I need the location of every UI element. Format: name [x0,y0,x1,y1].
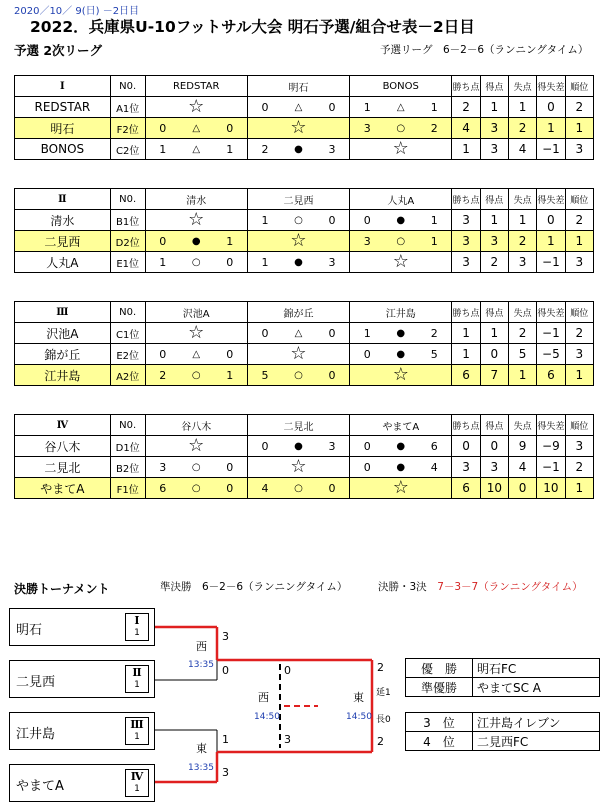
stat-header: 得点 [480,415,508,436]
stat-goal-diff: 6 [537,365,565,386]
stat-header: 勝ち点 [452,415,480,436]
result-rank: 準優勝 [406,678,473,697]
score-for: 0 [145,118,180,139]
stat-goals-against: 0 [508,478,536,499]
stat-points: 0 [452,436,480,457]
score-for: 5 [247,365,282,386]
stat-goal-diff: −1 [537,252,565,273]
stat-goals-against: 3 [508,252,536,273]
result-mark: ● [180,231,213,252]
stat-header: 得点 [480,302,508,323]
stat-header: 失点 [508,415,536,436]
score-for: 1 [350,323,385,344]
stat-goals-against: 1 [508,97,536,118]
stat-goals-against: 1 [508,210,536,231]
stat-rank: 1 [565,231,593,252]
result-mark: ○ [282,478,315,499]
final-score-top: 2 [377,661,384,674]
stat-header: 失点 [508,189,536,210]
stat-header: 勝ち点 [452,189,480,210]
opponent-header: 明石 [247,76,349,97]
team-seed: D1位 [110,436,145,457]
stage-subtitle: 予選 2次リーグ [14,43,103,58]
self-match-star: ☆ [350,252,452,273]
stat-goals-for: 1 [480,97,508,118]
result-mark: ● [282,139,315,160]
score-against: 1 [213,231,248,252]
final-time: 14:50 [346,712,372,722]
result-mark: ○ [180,457,213,478]
score-for: 0 [247,97,282,118]
score-for: 1 [350,97,385,118]
result-mark: △ [282,97,315,118]
no-header: N0. [110,302,145,323]
team-name: 二見北 [15,457,111,478]
entry-group: Ⅲ [130,718,144,731]
result-mark: △ [180,118,213,139]
result-mark: ○ [384,118,417,139]
score-against: 6 [417,436,452,457]
result-row [406,732,600,751]
score-against: 0 [315,97,350,118]
stat-rank: 2 [565,97,593,118]
group-roman: Ⅱ [15,189,111,210]
stat-rank: 3 [565,344,593,365]
score-for: 0 [350,344,385,365]
entry-team-name: やまてA [16,779,64,794]
stat-points: 3 [452,457,480,478]
team-seed: D2位 [110,231,145,252]
stat-goal-diff: 0 [537,97,565,118]
team-name: 錦が丘 [15,344,111,365]
stat-header: 失点 [508,302,536,323]
result-mark: ○ [180,478,213,499]
team-name: REDSTAR [15,97,111,118]
result-rank: 4 位 [406,732,473,751]
score-against: 2 [417,118,452,139]
result-mark: ○ [282,365,315,386]
team-name: 江井島 [15,365,111,386]
entry-place: 1 [134,628,140,638]
stat-rank: 2 [565,457,593,478]
semi2-court: 東 [196,742,207,755]
result-mark: △ [180,344,213,365]
entry-group: Ⅱ [132,666,142,679]
team-seed: B2位 [110,457,145,478]
team-seed: A1位 [110,97,145,118]
stat-goal-diff: −1 [537,457,565,478]
final-extra-time: 延1 [376,688,391,698]
score-for: 0 [247,323,282,344]
self-match-star: ☆ [145,436,247,457]
page-title: 2022．兵庫県U-10フットサル大会 明石予選/組合せ表－2日目 [30,18,475,36]
opponent-header: 二見西 [247,189,349,210]
stat-rank: 3 [565,139,593,160]
team-name: 明石 [15,118,111,139]
final-penalty: 長0 [376,715,391,725]
team-seed: F1位 [110,478,145,499]
stat-rank: 1 [565,478,593,499]
stat-points: 6 [452,478,480,499]
stat-goals-for: 2 [480,252,508,273]
team-seed: C2位 [110,139,145,160]
team-seed: A2位 [110,365,145,386]
stat-header: 得失差 [537,189,565,210]
stat-header: 得点 [480,189,508,210]
third-score-top: 0 [284,664,291,677]
score-for: 4 [247,478,282,499]
stat-rank: 2 [565,323,593,344]
stat-points: 3 [452,210,480,231]
third-time: 14:50 [254,712,280,722]
team-name: BONOS [15,139,111,160]
score-against: 5 [417,344,452,365]
entry-place: 1 [134,784,140,794]
self-match-star: ☆ [350,139,452,160]
stat-goals-against: 2 [508,231,536,252]
result-mark: ● [384,457,417,478]
result-row [406,713,600,732]
stat-header: 勝ち点 [452,302,480,323]
final-time-format: 7－3－7（ランニングタイム） [437,581,583,593]
stat-goals-for: 3 [480,457,508,478]
stat-rank: 3 [565,252,593,273]
score-for: 3 [350,231,385,252]
stat-header: 得失差 [537,415,565,436]
result-row [406,678,600,697]
result-mark: ● [384,436,417,457]
stat-rank: 3 [565,436,593,457]
result-mark: ● [282,436,315,457]
stat-goals-for: 0 [480,344,508,365]
stat-rank: 1 [565,365,593,386]
self-match-star: ☆ [247,344,349,365]
stat-goals-for: 0 [480,436,508,457]
result-team: 江井島イレブン [473,713,600,732]
final-results [405,658,600,697]
score-for: 0 [350,457,385,478]
stat-goals-for: 1 [480,210,508,231]
stat-points: 2 [452,97,480,118]
stat-goals-for: 3 [480,139,508,160]
stat-goals-for: 1 [480,323,508,344]
result-mark: ○ [282,210,315,231]
score-against: 0 [213,344,248,365]
score-against: 3 [315,139,350,160]
score-for: 0 [350,436,385,457]
result-mark: ● [384,210,417,231]
no-header: N0. [110,415,145,436]
result-mark: △ [180,139,213,160]
score-against: 0 [315,323,350,344]
result-mark: △ [282,323,315,344]
stat-goals-against: 9 [508,436,536,457]
stat-points: 6 [452,365,480,386]
stat-header: 得失差 [537,76,565,97]
stat-rank: 1 [565,118,593,139]
stat-goal-diff: 1 [537,118,565,139]
stat-points: 3 [452,252,480,273]
result-team: やまてSC A [473,678,600,697]
team-name: 人丸A [15,252,111,273]
team-name: 沢池A [15,323,111,344]
score-against: 0 [213,118,248,139]
stat-goals-for: 3 [480,231,508,252]
score-against: 0 [213,252,248,273]
score-against: 1 [417,210,452,231]
stat-header: 順位 [565,302,593,323]
team-seed: F2位 [110,118,145,139]
score-against: 4 [417,457,452,478]
entry-group: Ⅰ [134,614,140,627]
result-team: 明石FC [473,659,600,678]
stat-header: 順位 [565,415,593,436]
stat-goal-diff: 1 [537,231,565,252]
self-match-star: ☆ [247,231,349,252]
score-for: 0 [145,231,180,252]
stat-header: 順位 [565,76,593,97]
entry-group: Ⅳ [130,770,144,783]
opponent-header: REDSTAR [145,76,247,97]
score-for: 1 [247,252,282,273]
entry-team-name: 江井島 [16,727,56,742]
stat-goal-diff: −1 [537,139,565,160]
result-mark: ● [282,252,315,273]
stat-goals-for: 7 [480,365,508,386]
stat-points: 1 [452,139,480,160]
result-row [406,659,600,678]
semi1-court: 西 [196,640,207,653]
no-header: N0. [110,189,145,210]
semi1-score-top: 3 [222,630,229,643]
score-against: 1 [417,97,452,118]
score-for: 1 [247,210,282,231]
self-match-star: ☆ [145,97,247,118]
score-for: 2 [145,365,180,386]
score-for: 0 [350,210,385,231]
score-against: 2 [417,323,452,344]
score-for: 3 [350,118,385,139]
stat-header: 得点 [480,76,508,97]
result-mark: △ [384,97,417,118]
final-court: 東 [353,691,364,704]
stat-header: 失点 [508,76,536,97]
team-name: 谷八木 [15,436,111,457]
team-seed: C1位 [110,323,145,344]
semi2-score-top: 1 [222,733,229,746]
team-seed: E2位 [110,344,145,365]
team-name: やまてA [15,478,111,499]
team-name: 二見西 [15,231,111,252]
semi2-score-bottom: 3 [222,766,229,779]
stat-goals-against: 4 [508,139,536,160]
league-format: 予選リーグ 6－2－6（ランニングタイム） [380,44,589,56]
score-against: 1 [213,365,248,386]
third-score-bottom: 3 [284,733,291,746]
entry-place: 1 [134,680,140,690]
score-against: 0 [315,210,350,231]
score-against: 0 [213,478,248,499]
stat-goal-diff: −9 [537,436,565,457]
opponent-header: 二見北 [247,415,349,436]
stat-header: 順位 [565,189,593,210]
semi1-time: 13:35 [188,660,214,670]
entry-team-name: 二見西 [16,675,56,690]
result-team: 二見西FC [473,732,600,751]
stat-goals-against: 1 [508,365,536,386]
score-for: 0 [145,344,180,365]
entry-team-name: 明石 [16,623,43,638]
stat-goals-for: 10 [480,478,508,499]
placement-results [405,712,600,751]
opponent-header: 谷八木 [145,415,247,436]
opponent-header: 錦が丘 [247,302,349,323]
final-label: 決勝・3決 [378,581,427,593]
stat-header: 得失差 [537,302,565,323]
stat-goals-against: 5 [508,344,536,365]
opponent-header: 沢池A [145,302,247,323]
team-name: 清水 [15,210,111,231]
result-mark: ○ [180,252,213,273]
opponent-header: 人丸A [350,189,452,210]
result-mark: ○ [180,365,213,386]
opponent-header: BONOS [350,76,452,97]
stat-points: 1 [452,323,480,344]
event-date: 2020／10／ 9(日) －2日目 [14,6,140,17]
team-seed: B1位 [110,210,145,231]
result-mark: ○ [384,231,417,252]
result-rank: 3 位 [406,713,473,732]
stat-points: 4 [452,118,480,139]
score-for: 1 [145,252,180,273]
group-roman: Ⅲ [15,302,111,323]
opponent-header: 江井島 [350,302,452,323]
score-against: 3 [315,252,350,273]
entry-place: 1 [134,732,140,742]
stat-header: 勝ち点 [452,76,480,97]
team-seed: E1位 [110,252,145,273]
self-match-star: ☆ [145,210,247,231]
third-court: 西 [258,691,269,704]
stat-goal-diff: −5 [537,344,565,365]
result-mark: ● [384,344,417,365]
stat-points: 1 [452,344,480,365]
score-for: 6 [145,478,180,499]
self-match-star: ☆ [145,323,247,344]
self-match-star: ☆ [247,118,349,139]
score-against: 0 [315,478,350,499]
tournament-label: 決勝トーナメント [14,582,110,596]
score-for: 0 [247,436,282,457]
stat-goals-against: 4 [508,457,536,478]
semi2-time: 13:35 [188,763,214,773]
self-match-star: ☆ [247,457,349,478]
self-match-star: ☆ [350,478,452,499]
group-roman: Ⅳ [15,415,111,436]
opponent-header: やまてA [350,415,452,436]
stat-goals-against: 2 [508,323,536,344]
final-score-bottom: 2 [377,735,384,748]
semi1-score-bottom: 0 [222,664,229,677]
stat-goals-against: 2 [508,118,536,139]
result-mark: ● [384,323,417,344]
result-rank: 優 勝 [406,659,473,678]
score-for: 2 [247,139,282,160]
stat-points: 3 [452,231,480,252]
group-roman: Ⅰ [15,76,111,97]
self-match-star: ☆ [350,365,452,386]
stat-rank: 2 [565,210,593,231]
score-against: 0 [315,365,350,386]
score-against: 1 [417,231,452,252]
score-for: 1 [145,139,180,160]
no-header: N0. [110,76,145,97]
score-against: 1 [213,139,248,160]
stat-goal-diff: 0 [537,210,565,231]
stat-goal-diff: −1 [537,323,565,344]
score-against: 0 [213,457,248,478]
opponent-header: 清水 [145,189,247,210]
stat-goal-diff: 10 [537,478,565,499]
score-against: 3 [315,436,350,457]
score-for: 3 [145,457,180,478]
semi-format: 準決勝 6－2－6（ランニングタイム） [160,581,348,593]
stat-goals-for: 3 [480,118,508,139]
